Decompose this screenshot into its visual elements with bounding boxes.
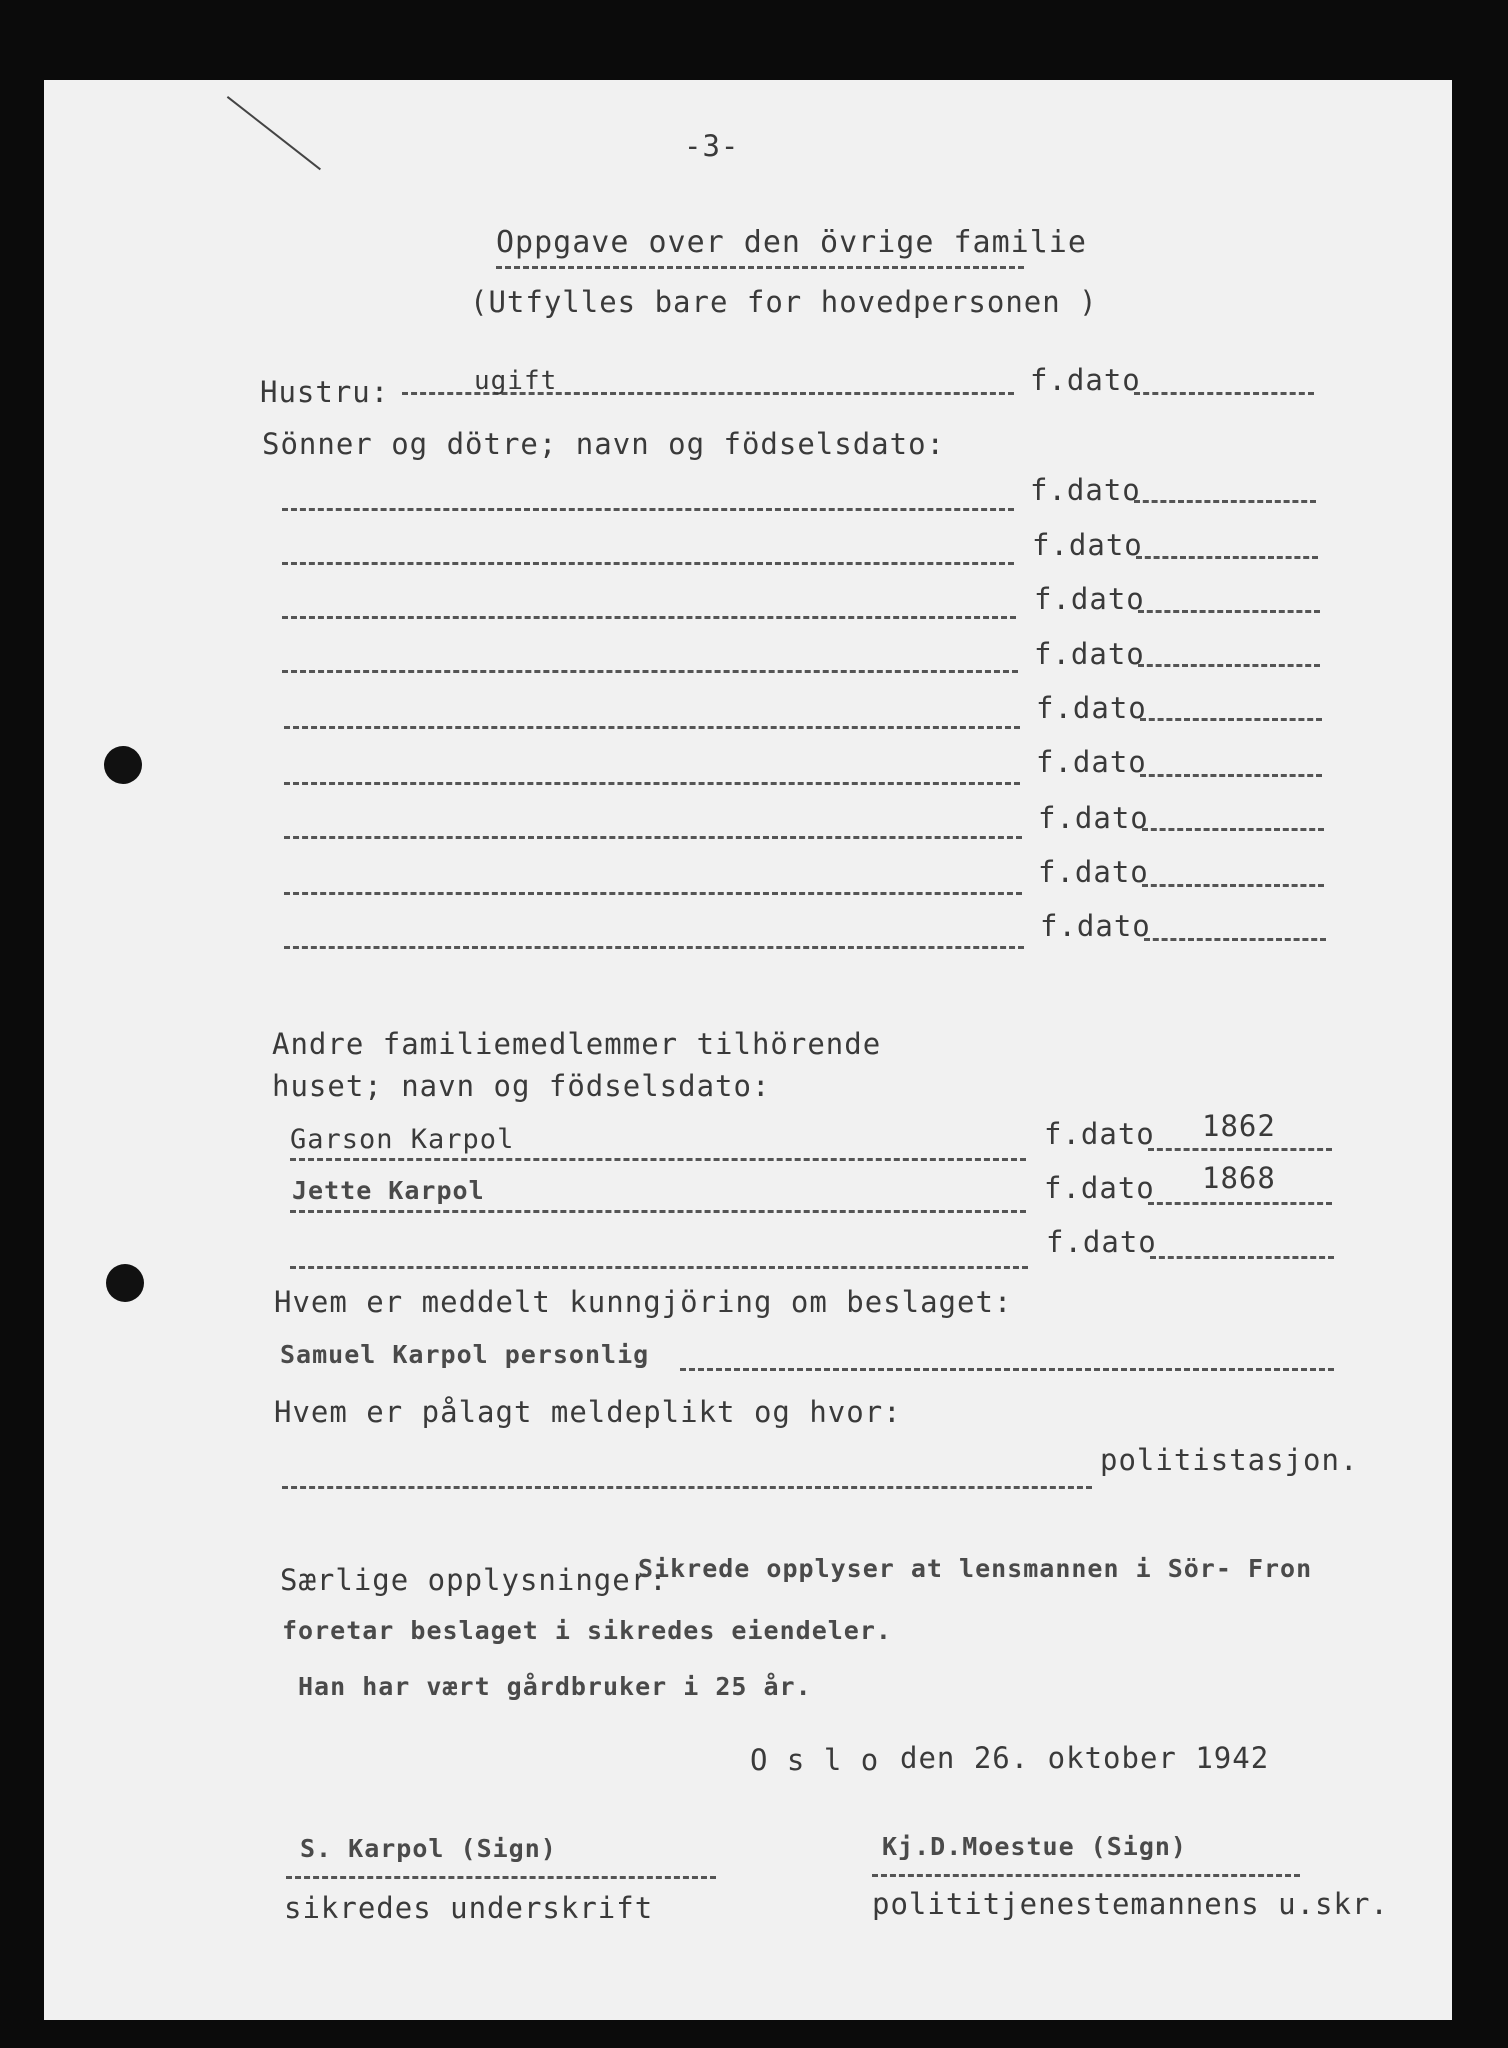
child-dob-label: f.dato [1036,691,1147,725]
punch-hole [104,746,142,784]
special-line-2: foretar beslaget i sikredes eiendeler. [282,1616,892,1645]
child-dob-line [1144,938,1326,941]
notified-line [680,1368,1334,1371]
special-label: Særlige opplysninger: [280,1563,668,1597]
member-name: Garson Karpol [290,1124,515,1155]
child-dob-label: f.dato [1040,909,1151,943]
child-dob-line [1142,828,1324,831]
reporting-line [282,1486,1092,1489]
children-label: Sönner og dötre; navn og födselsdato: [262,427,946,461]
member-dob-label: f.dato [1044,1117,1155,1151]
child-dob-line [1140,718,1322,721]
child-name-line [284,726,1020,729]
child-dob-label: f.dato [1034,637,1145,671]
other-members-label-2: huset; navn og födselsdato: [272,1069,771,1103]
wife-label: Hustru: [260,375,390,409]
child-name-line [282,616,1016,619]
punch-hole [106,1264,144,1302]
other-members-label: Andre familiemedlemmer tilhörende [272,1027,882,1061]
child-name-line [284,782,1020,785]
child-dob-line [1136,556,1318,559]
child-name-line [284,836,1022,839]
reporting-label: Hvem er pålagt meldeplikt og hvor: [274,1395,902,1429]
right-signature: Kj.D.Moestue (Sign) [882,1832,1187,1861]
member-dob-label: f.dato [1046,1225,1157,1259]
left-signature-caption: sikredes underskrift [284,1891,654,1925]
child-dob-label: f.dato [1036,745,1147,779]
child-dob-line [1140,774,1322,777]
member-name-line [290,1266,1028,1269]
child-dob-label: f.dato [1038,855,1149,889]
member-dob-line [1148,1202,1332,1205]
place: O s l o [750,1743,880,1777]
member-name-line [290,1158,1026,1161]
member-name: Jette Karpol [292,1176,485,1205]
child-dob-label: f.dato [1032,528,1143,562]
child-dob-label: f.dato [1030,473,1141,507]
child-dob-label: f.dato [1038,801,1149,835]
child-dob-line [1142,884,1324,887]
page-subtitle: (Utfylles bare for hovedpersonen ) [470,285,1098,319]
member-dob-value: 1862 [1202,1109,1276,1143]
child-dob-line [1138,664,1320,667]
wife-value: ugift [474,366,558,396]
child-name-line [282,562,1014,565]
child-name-line [282,508,1014,511]
child-dob-line [1138,610,1320,613]
member-dob-label: f.dato [1044,1171,1155,1205]
child-name-line [284,946,1024,949]
child-dob-line [1134,500,1316,503]
child-name-line [282,670,1018,673]
member-dob-value: 1868 [1202,1161,1276,1195]
left-signature: S. Karpol (Sign) [300,1834,557,1863]
child-dob-label: f.dato [1034,582,1145,616]
left-signature-line [286,1876,716,1879]
page-title: Oppgave over den övrige familie [496,225,1087,260]
notified-label: Hvem er meddelt kunngjöring om beslaget: [274,1285,1013,1319]
notified-value: Samuel Karpol personlig [280,1340,650,1369]
wife-dob-label: f.dato [1030,363,1141,397]
right-signature-line [872,1874,1300,1877]
page-number: -3- [684,129,740,163]
member-dob-line [1150,1256,1334,1259]
title-underline [496,266,1024,269]
member-dob-line [1148,1148,1332,1151]
child-name-line [284,892,1022,895]
reporting-suffix: politistasjon. [1100,1443,1359,1477]
member-name-line [290,1210,1026,1213]
wife-dob-line [1134,392,1314,395]
right-signature-caption: polititjenestemannens u.skr. [872,1887,1389,1921]
special-line-3: Han har vært gårdbruker i 25 år. [298,1672,812,1701]
special-line-1: Sikrede opplyser at lensmannen i Sör- Fron [638,1554,1313,1583]
date: den 26. oktober 1942 [900,1741,1270,1775]
